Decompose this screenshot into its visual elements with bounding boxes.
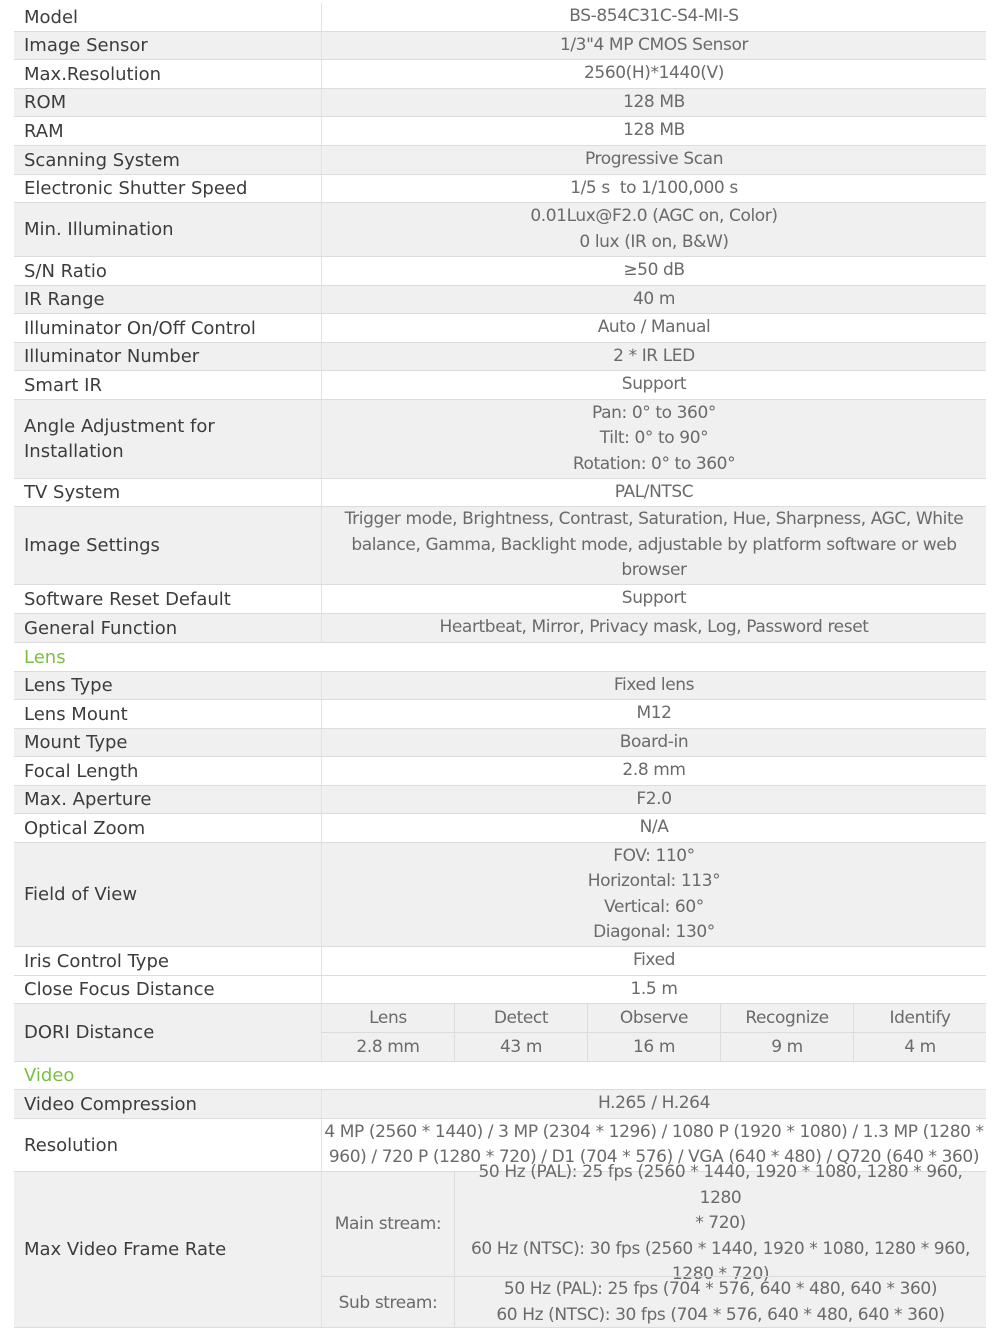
spec-value: Support: [621, 588, 687, 609]
spec-label: IR Range: [14, 286, 322, 313]
spec-value: 1.5 m: [630, 978, 678, 999]
spec-value: FOV: 110° Horizontal: 113° Vertical: 60° Diagonal: 130°: [587, 845, 721, 942]
dori-value: 2.8 mm: [356, 1037, 420, 1057]
spec-row-smart-ir: [14, 371, 986, 400]
spec-label: Illuminator On/Off Control: [14, 314, 322, 342]
spec-value: PAL/NTSC: [614, 481, 694, 502]
spec-label: General Function: [14, 614, 322, 642]
spec-value: 128 MB: [623, 91, 685, 112]
spec-row-ir-range: [14, 286, 986, 314]
spec-label: Angle Adjustment for Installation: [14, 400, 322, 478]
spec-row-optical-zoom: [14, 814, 986, 843]
spec-label: Smart IR: [14, 371, 322, 399]
spec-value: 0.01Lux@F2.0 (AGC on, Color) 0 lux (IR on, B&W): [530, 206, 778, 252]
spec-label: Image Sensor: [14, 32, 322, 59]
spec-label: Scanning System: [14, 146, 322, 174]
spec-row-mount-type: [14, 729, 986, 757]
dori-value: 9 m: [720, 1033, 853, 1061]
spec-row-general-function: [14, 614, 986, 643]
spec-row-tv-system: [14, 479, 986, 507]
spec-value: 2.8 mm: [622, 760, 686, 781]
dori-table: [322, 1004, 986, 1061]
spec-label: RAM: [14, 117, 322, 145]
spec-label: Iris Control Type: [14, 947, 322, 975]
spec-label: Illuminator Number: [14, 343, 322, 370]
main-stream-value: 50 Hz (PAL): 25 fps (2560 * 1440, 1920 * 1080, 1280 * 960, 1280 * 720) 60 Hz (NTSC): 30 fps (2560 * 1440, 1920 * 1080, 1280 * 960, 1280 * 720): [470, 1162, 971, 1285]
spec-label: Focal Length: [14, 757, 322, 785]
spec-value: Fixed lens: [613, 674, 695, 695]
spec-value: 1/5 s to 1/100,000 s: [570, 177, 738, 198]
spec-value: 128 MB: [623, 120, 685, 141]
spec-value: Progressive Scan: [584, 149, 724, 170]
frame-rate-table: [322, 1162, 986, 1327]
spec-row-angle-adjustment: [14, 400, 986, 479]
spec-label: Model: [14, 3, 322, 31]
spec-row-video-compression: [14, 1090, 986, 1119]
sub-stream-label: Sub stream:: [322, 1277, 455, 1328]
spec-row-max-aperture: [14, 786, 986, 814]
spec-label: Optical Zoom: [14, 814, 322, 842]
spec-row-max-resolution: [14, 60, 986, 89]
spec-row-iris-control: [14, 947, 986, 976]
dori-header: Detect: [454, 1004, 587, 1032]
spec-row-image-sensor: [14, 32, 986, 60]
spec-value: 1/3"4 MP CMOS Sensor: [559, 34, 749, 55]
spec-value: ≥50 dB: [623, 260, 685, 281]
spec-row-shutter-speed: [14, 175, 986, 203]
dori-header: Observe: [587, 1004, 720, 1032]
spec-label: Lens Type: [14, 672, 322, 699]
spec-label: Image Settings: [14, 507, 322, 584]
main-stream-label: Main stream:: [322, 1172, 455, 1276]
spec-label: Close Focus Distance: [14, 976, 322, 1003]
spec-value: BS-854C31C-S4-MI-S: [569, 6, 739, 27]
spec-label: Video Compression: [14, 1090, 322, 1118]
spec-row-field-of-view: [14, 843, 986, 947]
section-header-video: Video: [14, 1062, 986, 1090]
spec-row-software-reset: [14, 585, 986, 614]
spec-row-close-focus: [14, 976, 986, 1004]
spec-value: 2 * IR LED: [613, 345, 695, 366]
dori-header-row: [322, 1004, 986, 1032]
spec-value: Support: [621, 374, 687, 395]
spec-table: [14, 3, 986, 1328]
spec-value: Pan: 0° to 360° Tilt: 0° to 90° Rotation: 0° to 360°: [572, 402, 736, 474]
spec-label: Field of View: [14, 843, 322, 946]
dori-value: 16 m: [587, 1033, 720, 1061]
spec-row-illuminator-number: [14, 343, 986, 371]
spec-value: 4 MP (2560 * 1440) / 3 MP (2304 * 1296) / 1080 P (1920 * 1080) / 1.3 MP (1280 * 960) / 720 P (1280 * 720) / D1 (704 * 576) / VGA (640 * 480) / Q720 (640 * 360): [324, 1121, 984, 1167]
spec-value: Board-in: [619, 731, 689, 752]
spec-value: 40 m: [633, 288, 675, 309]
spec-label: Max.Resolution: [14, 60, 322, 88]
main-stream-row: [322, 1162, 986, 1285]
spec-value: Heartbeat, Mirror, Privacy mask, Log, Password reset: [439, 617, 869, 638]
spec-label: S/N Ratio: [14, 257, 322, 285]
dori-header: Identify: [853, 1004, 986, 1032]
spec-label: Mount Type: [14, 729, 322, 756]
spec-row-rom: [14, 89, 986, 117]
spec-label: Electronic Shutter Speed: [14, 175, 322, 202]
spec-row-model: [14, 3, 986, 32]
sub-stream-row: [322, 1276, 986, 1328]
spec-row-dori-distance: [14, 1004, 986, 1062]
spec-row-lens-mount: [14, 700, 986, 729]
dori-header: Recognize: [720, 1004, 853, 1032]
spec-row-max-frame-rate: [14, 1162, 986, 1328]
spec-label: Resolution: [14, 1119, 322, 1171]
spec-value: Auto / Manual: [597, 317, 711, 338]
spec-row-lens-type: [14, 672, 986, 700]
spec-label: TV System: [14, 479, 322, 506]
spec-label: ROM: [14, 89, 322, 116]
spec-label: DORI Distance: [14, 1004, 322, 1061]
spec-value: 2560(H)*1440(V): [584, 63, 724, 84]
spec-value: F2.0: [636, 788, 672, 809]
spec-value: N/A: [639, 817, 669, 838]
spec-label: Max Video Frame Rate: [14, 1172, 322, 1327]
spec-label: Software Reset Default: [14, 585, 322, 613]
spec-row-min-illumination: [14, 203, 986, 257]
section-header-lens: Lens: [14, 643, 986, 672]
dori-header: Lens: [369, 1008, 407, 1028]
spec-label: Max. Aperture: [14, 786, 322, 813]
spec-label: Lens Mount: [14, 700, 322, 728]
spec-value: H.265 / H.264: [597, 1093, 710, 1114]
sub-stream-value: 50 Hz (PAL): 25 fps (704 * 576, 640 * 480, 640 * 360) 60 Hz (NTSC): 30 fps (704 * 576, 640 * 480, 640 * 360): [496, 1279, 945, 1325]
spec-row-sn-ratio: [14, 257, 986, 286]
spec-value: M12: [636, 703, 672, 724]
dori-value-row: [322, 1032, 986, 1061]
spec-row-image-settings: [14, 507, 986, 585]
dori-value: 43 m: [454, 1033, 587, 1061]
spec-row-ram: [14, 117, 986, 146]
spec-row-focal-length: [14, 757, 986, 786]
dori-value: 4 m: [853, 1033, 986, 1061]
spec-row-scanning-system: [14, 146, 986, 175]
spec-row-illuminator-control: [14, 314, 986, 343]
spec-value: Fixed: [632, 950, 676, 971]
spec-label: Min. Illumination: [14, 203, 322, 256]
spec-value: Trigger mode, Brightness, Contrast, Saturation, Hue, Sharpness, AGC, White balance, Gamma, Backlight mode, adjustable by platform software or web browser: [344, 509, 964, 581]
